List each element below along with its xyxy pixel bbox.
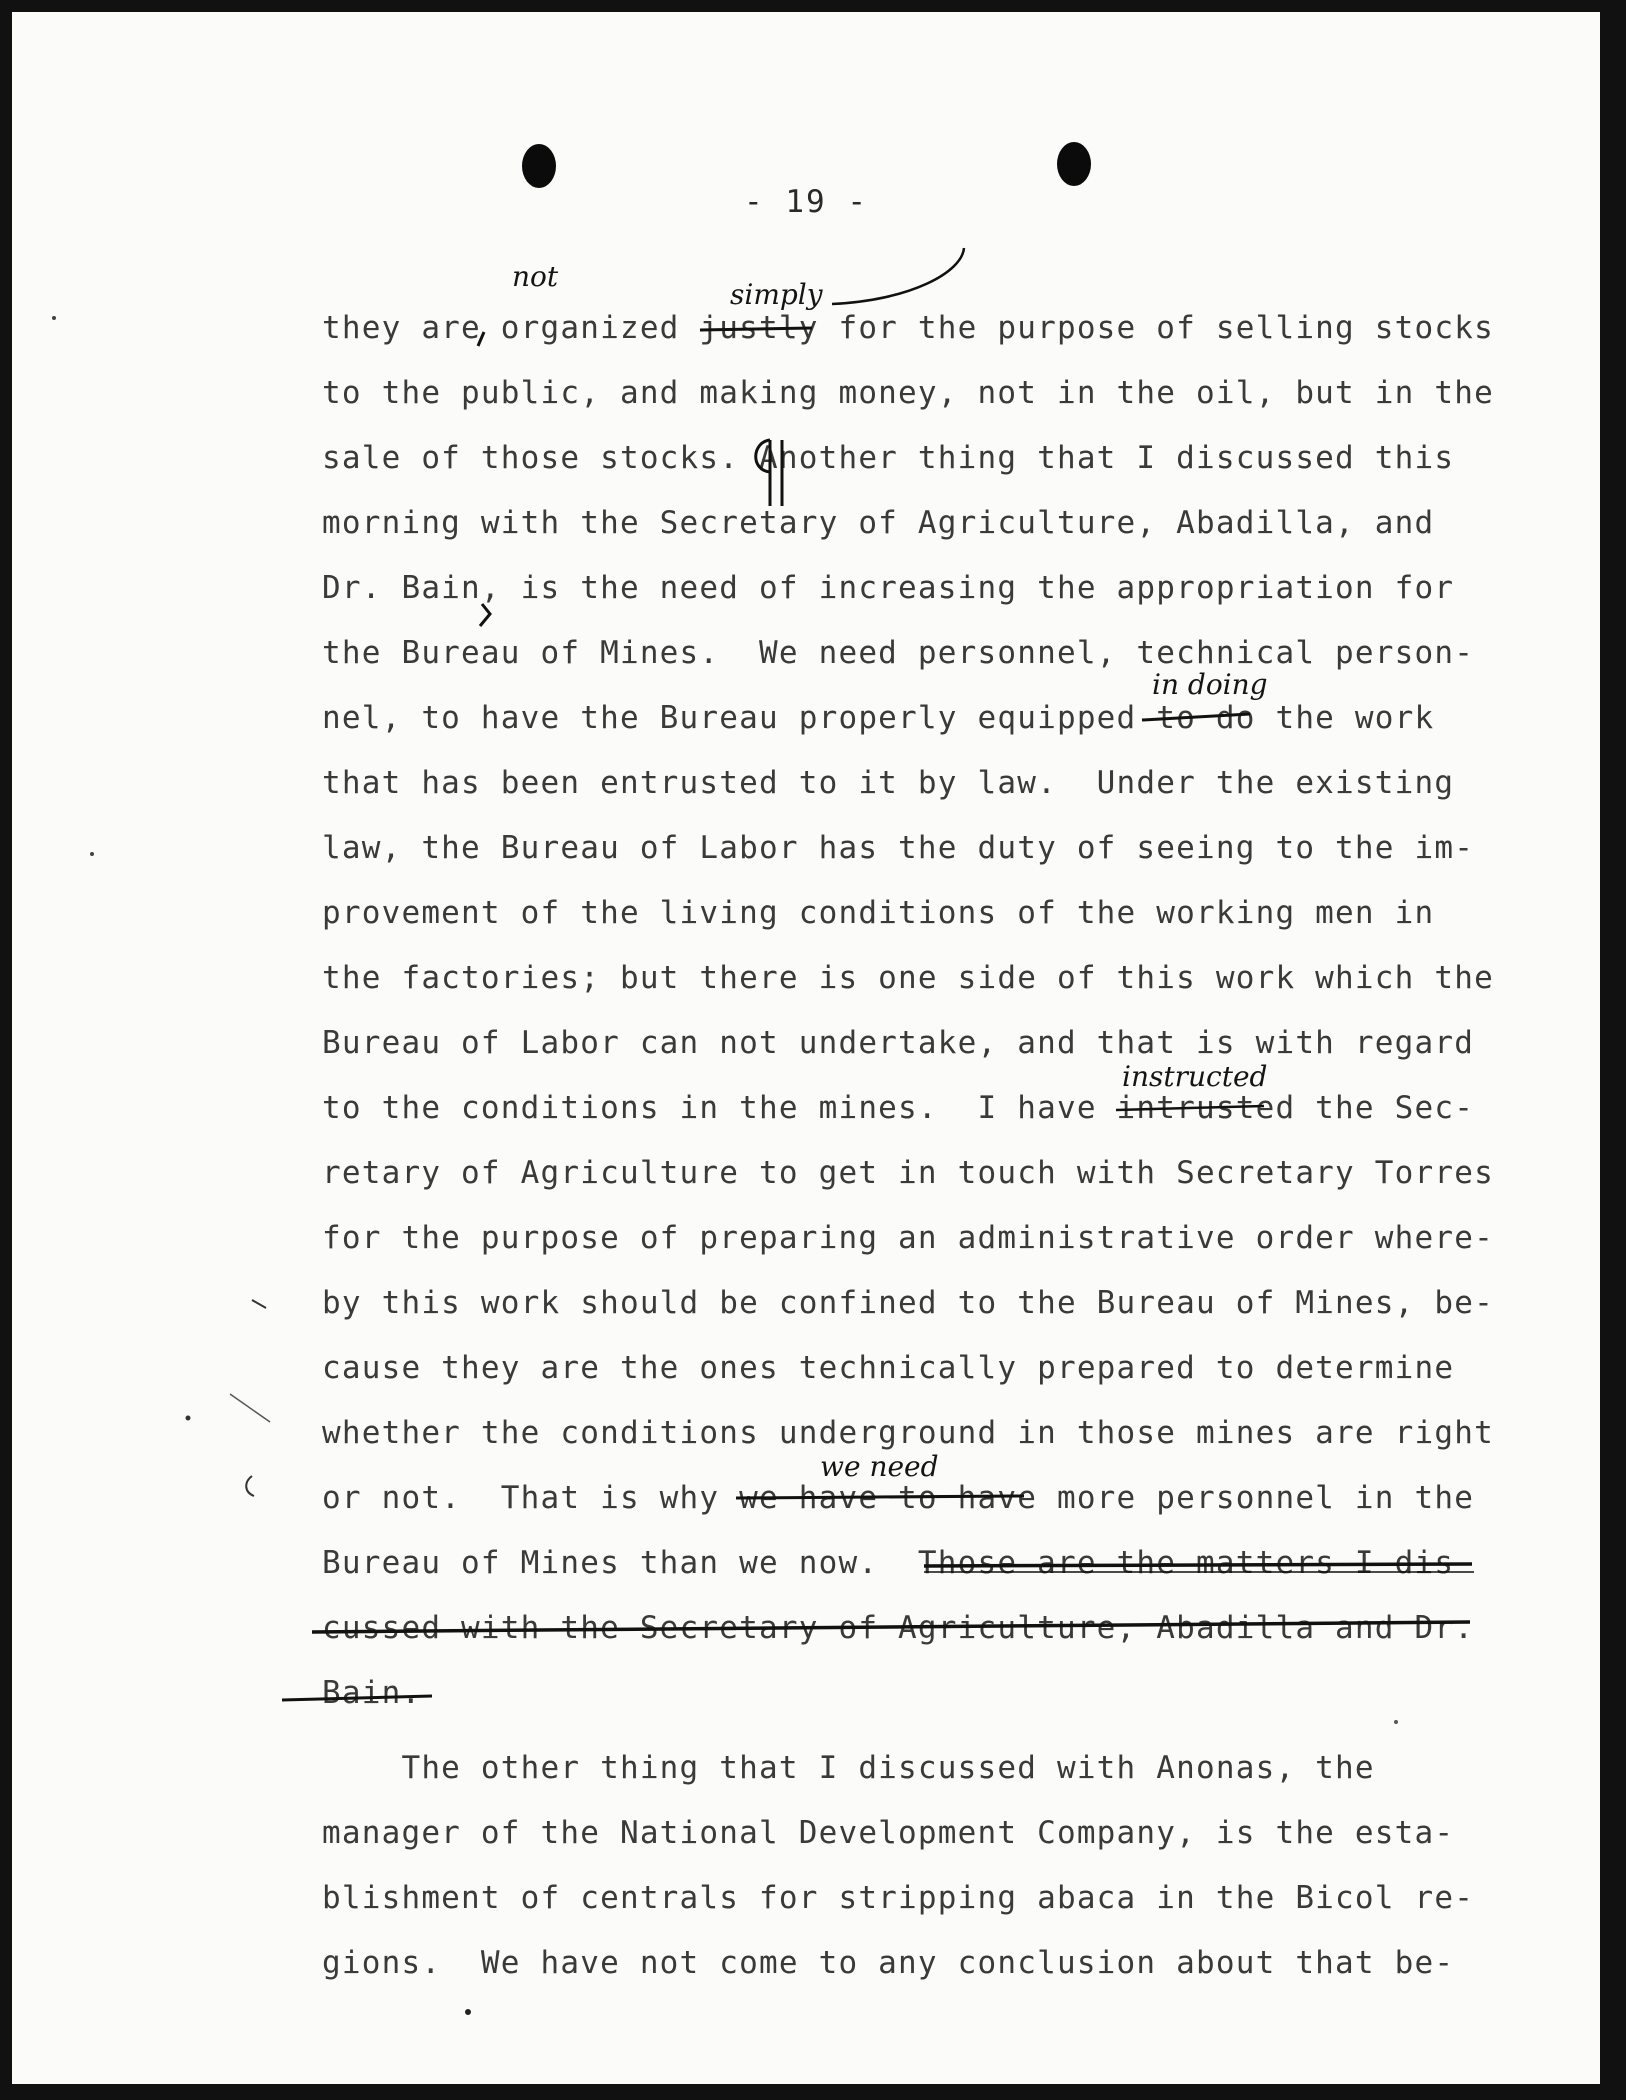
document-page xyxy=(12,12,1600,2084)
text-line: that has been entrusted to it by law. Under the existing xyxy=(322,765,1455,801)
text-line: to the conditions in the mines. I have intrusted the Sec- xyxy=(322,1090,1475,1126)
text-line: the factories; but there is one side of this work which the xyxy=(322,960,1494,996)
text-line: manager of the National Development Company, is the esta- xyxy=(322,1815,1455,1851)
text-line: for the purpose of preparing an administrative order where- xyxy=(322,1220,1494,1256)
text-line: provement of the living conditions of the working men in xyxy=(322,895,1435,931)
text-line: sale of those stocks. Another thing that I discussed this xyxy=(322,440,1455,476)
text-line: Bureau of Mines than we now. Those are the matters I dis- xyxy=(322,1545,1475,1581)
text-line: Bain. xyxy=(322,1675,422,1711)
handwritten-we-need: we need xyxy=(820,1450,939,1483)
scan-border-right xyxy=(1600,0,1626,2100)
text-line: law, the Bureau of Labor has the duty of seeing to the im- xyxy=(322,830,1475,866)
text-line: by this work should be confined to the Bureau of Mines, be- xyxy=(322,1285,1494,1321)
page-number: - 19 - xyxy=(744,184,868,220)
text-line: morning with the Secretary of Agriculture, Abadilla, and xyxy=(322,505,1435,541)
text-line: to the public, and making money, not in the oil, but in the xyxy=(322,375,1494,411)
text-line: blishment of centrals for stripping abaca in the Bicol re- xyxy=(322,1880,1475,1916)
punch-hole-left xyxy=(522,144,556,188)
handwritten-in-doing: in doing xyxy=(1152,668,1268,701)
scan-border-top xyxy=(0,0,1626,12)
scan-border-bottom xyxy=(0,2084,1626,2100)
text-line: whether the conditions underground in those mines are right xyxy=(322,1415,1494,1451)
text-line: they are organized justly for the purpose of selling stocks xyxy=(322,310,1494,346)
text-line: cause they are the ones technically prepared to determine xyxy=(322,1350,1455,1386)
text-line: or not. That is why we have to have more personnel in the xyxy=(322,1480,1475,1516)
scan-border-left xyxy=(0,0,12,2100)
text-line: nel, to have the Bureau properly equipped to do the work xyxy=(322,700,1435,736)
text-line: Dr. Bain, is the need of increasing the appropriation for xyxy=(322,570,1455,606)
handwritten-simply: simply xyxy=(730,278,823,311)
text-line: Bureau of Labor can not undertake, and that is with regard xyxy=(322,1025,1475,1061)
text-line: The other thing that I discussed with Anonas, the xyxy=(322,1750,1375,1786)
text-line: cussed with the Secretary of Agriculture, Abadilla and Dr. xyxy=(322,1610,1475,1646)
text-line: the Bureau of Mines. We need personnel, technical person- xyxy=(322,635,1475,671)
text-line: gions. We have not come to any conclusion about that be- xyxy=(322,1945,1455,1981)
text-line: retary of Agriculture to get in touch with Secretary Torres xyxy=(322,1155,1494,1191)
handwritten-not: not xyxy=(512,260,559,293)
punch-hole-right xyxy=(1057,142,1091,186)
handwritten-instructed: instructed xyxy=(1122,1060,1268,1093)
